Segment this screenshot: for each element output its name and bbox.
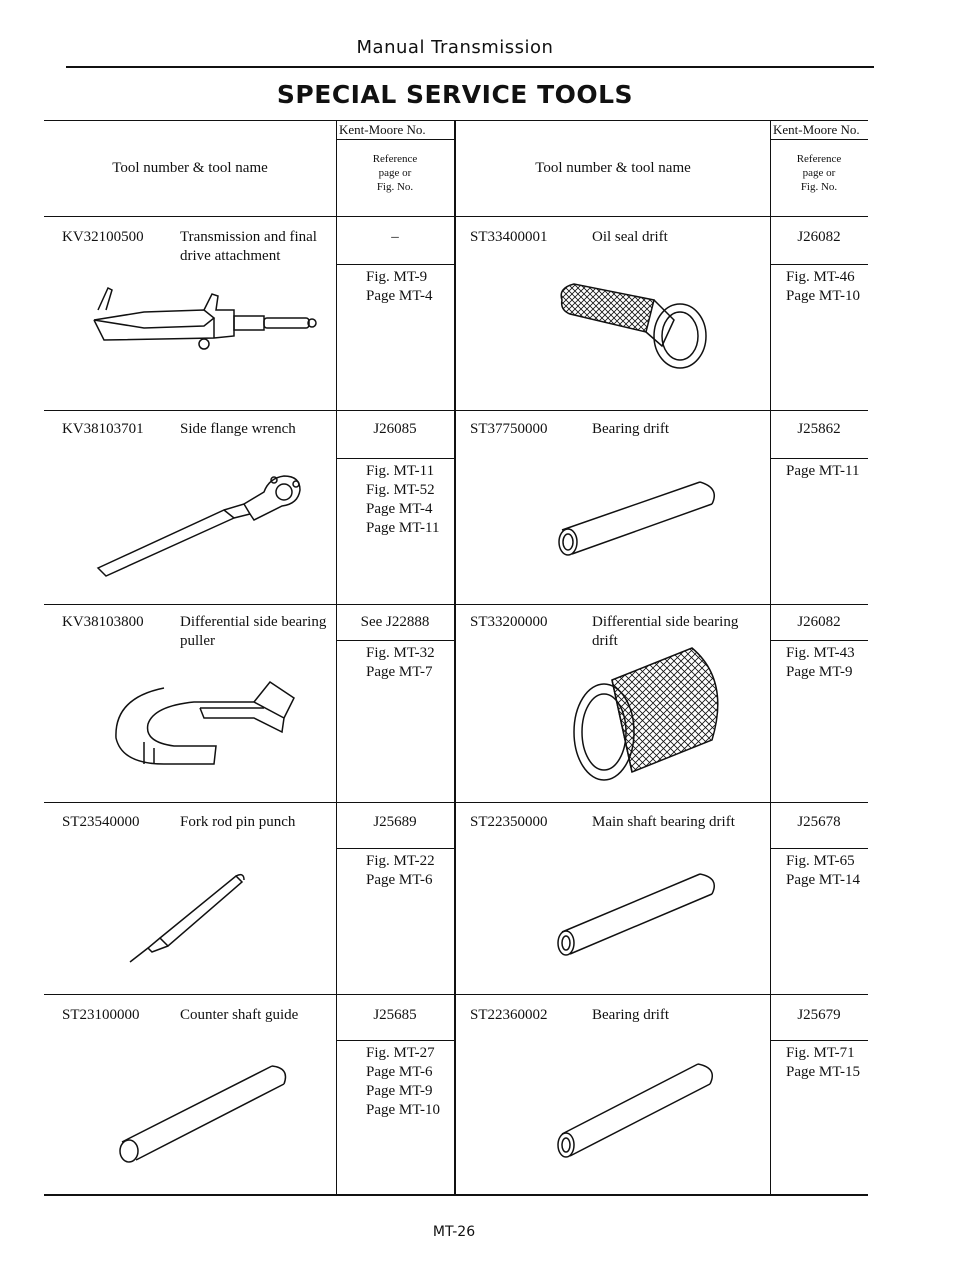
kent-moore-number: See J22888 [360, 614, 430, 630]
row-rule-3 [44, 802, 868, 803]
tool-name: Main shaft bearing drift [592, 814, 735, 830]
transmission-attachment-icon [84, 280, 324, 370]
tool-name: Differential side bearing puller [180, 614, 327, 649]
kent-moore-number: J25685 [373, 1007, 417, 1023]
reference-list: Fig. MT-43 Page MT-9 [786, 645, 855, 680]
km-rule [770, 264, 868, 265]
tool-name: Bearing drift [592, 421, 670, 437]
km-header-rule-right [770, 139, 868, 140]
reference-list: Fig. MT-32 Page MT-7 [366, 645, 435, 680]
tool-number: ST23540000 [62, 814, 140, 830]
kent-moore-number: J26082 [797, 229, 841, 245]
reference-list: Fig. MT-11 Fig. MT-52 Page MT-4 Page MT-11 [366, 463, 440, 536]
km-rule [770, 1040, 868, 1041]
row-rule-1 [44, 410, 868, 411]
reference-list: Fig. MT-65 Page MT-14 [786, 853, 861, 888]
tool-number: ST22350000 [470, 814, 548, 830]
table-bottom-rule [44, 1194, 868, 1196]
reference-list: Fig. MT-71 Page MT-15 [786, 1045, 861, 1080]
header-rule [66, 66, 874, 68]
tool-number: ST33400001 [470, 229, 548, 245]
running-head: Manual Transmission [356, 37, 554, 58]
tool-number: ST37750000 [470, 421, 548, 437]
main-shaft-drift-icon [554, 864, 724, 964]
kent-moore-number: J25689 [373, 814, 417, 830]
tool-number: ST23100000 [62, 1007, 140, 1023]
km-rule [336, 1040, 454, 1041]
km-rule [770, 458, 868, 459]
reference-list: Fig. MT-9 Page MT-4 [366, 269, 433, 304]
pin-punch-icon [124, 866, 254, 966]
reference-list: Fig. MT-22 Page MT-6 [366, 853, 435, 888]
kent-moore-number: – [391, 229, 399, 245]
row-rule-2 [44, 604, 868, 605]
km-rule [336, 458, 454, 459]
kent-moore-header: Kent-Moore No. [773, 122, 860, 137]
km-rule [336, 848, 454, 849]
km-rule [770, 640, 868, 641]
tool-number: ST22360002 [470, 1007, 548, 1023]
row-rule-4 [44, 994, 868, 995]
bearing-puller-icon [104, 668, 304, 778]
tool-number: KV32100500 [62, 229, 144, 245]
km-header-rule-left [336, 139, 454, 140]
tool-name: Side flange wrench [180, 421, 296, 437]
oil-seal-drift-icon [554, 270, 724, 380]
differential-bearing-drift-icon [562, 640, 732, 790]
tool-number: KV38103701 [62, 421, 144, 437]
kent-moore-header: Kent-Moore No. [339, 122, 426, 137]
tool-number: KV38103800 [62, 614, 144, 630]
kent-moore-number: J25679 [797, 1007, 841, 1023]
flange-wrench-icon [94, 470, 314, 580]
kent-moore-number: J26085 [373, 421, 417, 437]
header-bottom-rule [44, 216, 868, 217]
col-rule-center [454, 120, 456, 1196]
reference-header: Reference page or Fig. No. [796, 153, 842, 193]
km-rule [336, 640, 454, 641]
tool-name: Counter shaft guide [180, 1007, 299, 1023]
kent-moore-number: J25862 [797, 421, 841, 437]
tool-column-header: Tool number & tool name [535, 160, 691, 176]
km-rule [336, 264, 454, 265]
tool-name: Fork rod pin punch [180, 814, 296, 830]
reference-list: Page MT-11 [786, 463, 860, 479]
tool-name: Oil seal drift [592, 229, 668, 245]
col-rule-km-right [770, 120, 771, 1196]
reference-list: Fig. MT-46 Page MT-10 [786, 269, 861, 304]
tool-number: ST33200000 [470, 614, 548, 630]
tool-name: Bearing drift [592, 1007, 670, 1023]
tool-column-header: Tool number & tool name [112, 160, 268, 176]
reference-header: Reference page or Fig. No. [372, 153, 418, 193]
col-rule-km-left [336, 120, 337, 1196]
shaft-guide-icon [114, 1056, 294, 1166]
km-rule [770, 848, 868, 849]
table-top-rule [44, 120, 868, 121]
kent-moore-number: J26082 [797, 614, 841, 630]
bearing-drift-icon [554, 1056, 724, 1166]
page-title: SPECIAL SERVICE TOOLS [276, 80, 634, 109]
special-tools-table [44, 120, 868, 1196]
page-number: MT-26 [432, 1224, 476, 1240]
bearing-drift-icon [554, 474, 724, 564]
kent-moore-number: J25678 [797, 814, 841, 830]
reference-list: Fig. MT-27 Page MT-6 Page MT-9 Page MT-10 [366, 1045, 441, 1118]
tool-name: Differential side bearing drift [592, 614, 739, 649]
tool-name: Transmission and final drive attachment [180, 229, 317, 264]
